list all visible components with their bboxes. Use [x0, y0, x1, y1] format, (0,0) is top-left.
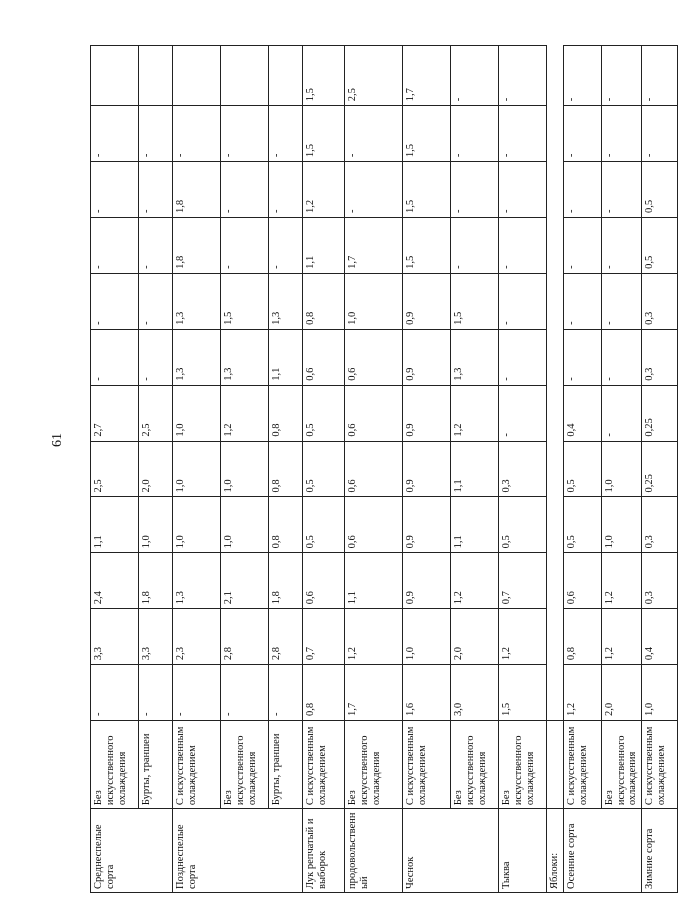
value-cell: 1,5	[303, 46, 345, 106]
value-cell: 0,3	[642, 329, 678, 385]
value-cell: -	[91, 162, 139, 218]
value-cell: 1,5	[221, 273, 269, 329]
value-cell: 1,5	[403, 106, 451, 162]
value-cell: -	[139, 329, 173, 385]
table-row	[91, 46, 139, 893]
value-cell: 1,0	[173, 497, 221, 553]
value-cell: 1,0	[345, 273, 403, 329]
storage-method-cell: Без искусственного охлаждения	[601, 721, 641, 809]
value-cell: 1,0	[642, 665, 678, 721]
product-cell: продовольственный	[345, 809, 403, 893]
value-cell: -	[601, 329, 641, 385]
table-row	[547, 46, 564, 893]
value-cell: -	[221, 106, 269, 162]
value-cell: -	[601, 273, 641, 329]
product-cell	[221, 809, 269, 893]
product-cell: Зимние сорта	[642, 809, 678, 893]
storage-method-cell: Бурты, траншеи	[139, 721, 173, 809]
value-cell: -	[221, 162, 269, 218]
value-cell: 2,4	[91, 553, 139, 609]
value-cell: -	[563, 162, 601, 218]
value-cell: 1,7	[403, 46, 451, 106]
value-cell: 0,7	[303, 609, 345, 665]
product-cell: Позднеспелые сорта	[173, 809, 221, 893]
value-cell: -	[91, 329, 139, 385]
value-cell: 1,0	[173, 441, 221, 497]
table-row	[139, 46, 173, 893]
value-cell: 0,6	[345, 385, 403, 441]
value-cell: 2,0	[601, 665, 641, 721]
storage-method-cell: С искусственным охлаждением	[403, 721, 451, 809]
value-cell	[547, 218, 564, 274]
value-cell: 0,9	[403, 329, 451, 385]
value-cell: -	[173, 665, 221, 721]
value-cell: 0,9	[403, 497, 451, 553]
value-cell: -	[601, 162, 641, 218]
value-cell: 1,2	[499, 609, 547, 665]
value-cell: 0,8	[269, 497, 303, 553]
value-cell: 0,25	[642, 441, 678, 497]
value-cell: 0,3	[642, 273, 678, 329]
value-cell: 1,2	[451, 553, 499, 609]
value-cell: 0,5	[563, 441, 601, 497]
value-cell: 2,8	[221, 609, 269, 665]
storage-method-cell: Без искусственного охлаждения	[221, 721, 269, 809]
value-cell: 1,0	[601, 441, 641, 497]
value-cell: 1,3	[221, 329, 269, 385]
value-cell: -	[91, 218, 139, 274]
value-cell: 2,1	[221, 553, 269, 609]
value-cell: 0,6	[303, 553, 345, 609]
storage-method-cell: Без искусственного охлаждения	[451, 721, 499, 809]
value-cell: -	[173, 106, 221, 162]
value-cell	[173, 46, 221, 106]
storage-method-cell: Без искусственного охлаждения	[345, 721, 403, 809]
value-cell	[547, 665, 564, 721]
value-cell: 1,8	[269, 553, 303, 609]
value-cell: -	[139, 218, 173, 274]
storage-losses-table	[90, 45, 678, 893]
value-cell: 2,5	[91, 441, 139, 497]
value-cell: 0,8	[269, 441, 303, 497]
value-cell: 1,1	[451, 441, 499, 497]
value-cell: 1,3	[173, 553, 221, 609]
value-cell: -	[499, 106, 547, 162]
value-cell: 0,8	[269, 385, 303, 441]
value-cell: 0,6	[345, 441, 403, 497]
value-cell: 1,5	[403, 162, 451, 218]
value-cell	[547, 46, 564, 106]
value-cell: -	[91, 665, 139, 721]
value-cell: 3,3	[139, 609, 173, 665]
value-cell	[547, 329, 564, 385]
value-cell: 0,4	[642, 609, 678, 665]
value-cell	[547, 385, 564, 441]
value-cell: 0,9	[403, 385, 451, 441]
storage-method-cell: Без искусственного охлаждения	[91, 721, 139, 809]
value-cell: 0,5	[499, 497, 547, 553]
product-cell	[139, 809, 173, 893]
value-cell	[269, 46, 303, 106]
value-cell: 0,7	[499, 553, 547, 609]
product-cell: Чеснок	[403, 809, 451, 893]
value-cell: 0,8	[303, 273, 345, 329]
value-cell: 0,5	[303, 497, 345, 553]
value-cell: 1,0	[221, 441, 269, 497]
value-cell: 2,5	[139, 385, 173, 441]
value-cell: -	[91, 273, 139, 329]
product-cell: Тыква	[499, 809, 547, 893]
value-cell	[221, 46, 269, 106]
storage-method-cell	[547, 721, 564, 809]
value-cell: 1,0	[601, 497, 641, 553]
rotated-table-wrapper	[90, 45, 667, 893]
value-cell: -	[139, 162, 173, 218]
value-cell: -	[345, 106, 403, 162]
value-cell: 1,0	[139, 497, 173, 553]
table-row	[601, 46, 641, 893]
value-cell: 1,0	[173, 385, 221, 441]
value-cell	[547, 106, 564, 162]
value-cell: 0,6	[345, 329, 403, 385]
value-cell: -	[139, 106, 173, 162]
value-cell: 3,3	[91, 609, 139, 665]
table-row	[499, 46, 547, 893]
value-cell: 1,2	[303, 162, 345, 218]
value-cell: -	[499, 46, 547, 106]
value-cell: -	[499, 218, 547, 274]
product-cell: Осенние сорта	[563, 809, 601, 893]
table-row	[345, 46, 403, 893]
value-cell: 1,6	[403, 665, 451, 721]
value-cell: 1,7	[345, 665, 403, 721]
value-cell: -	[563, 106, 601, 162]
value-cell: -	[269, 218, 303, 274]
value-cell: 1,2	[221, 385, 269, 441]
storage-method-cell: Без искусственного охлаждения	[499, 721, 547, 809]
table-row	[173, 46, 221, 893]
value-cell: -	[601, 46, 641, 106]
value-cell: 0,6	[345, 497, 403, 553]
value-cell: 0,9	[403, 441, 451, 497]
value-cell	[139, 46, 173, 106]
value-cell: 0,3	[642, 497, 678, 553]
value-cell: 2,3	[173, 609, 221, 665]
value-cell: -	[563, 273, 601, 329]
value-cell: 0,6	[563, 553, 601, 609]
value-cell: -	[499, 385, 547, 441]
value-cell: -	[221, 665, 269, 721]
value-cell: 1,8	[139, 553, 173, 609]
value-cell: 1,3	[269, 273, 303, 329]
value-cell: -	[563, 46, 601, 106]
value-cell: 2,0	[139, 441, 173, 497]
value-cell: -	[563, 329, 601, 385]
value-cell: -	[269, 106, 303, 162]
table-row	[403, 46, 451, 893]
value-cell: 3,0	[451, 665, 499, 721]
page-number: 61	[50, 433, 65, 447]
value-cell: 0,9	[403, 273, 451, 329]
value-cell	[547, 497, 564, 553]
value-cell: 1,0	[221, 497, 269, 553]
value-cell: 2,7	[91, 385, 139, 441]
value-cell: 1,5	[303, 106, 345, 162]
value-cell: -	[269, 665, 303, 721]
value-cell: 0,9	[403, 553, 451, 609]
value-cell: 0,5	[303, 441, 345, 497]
value-cell: 1,3	[173, 329, 221, 385]
product-cell	[269, 809, 303, 893]
value-cell: -	[221, 218, 269, 274]
value-cell: 1,1	[451, 497, 499, 553]
value-cell: -	[451, 162, 499, 218]
value-cell	[547, 441, 564, 497]
value-cell: 1,7	[345, 218, 403, 274]
table-row	[303, 46, 345, 893]
value-cell: 1,5	[451, 273, 499, 329]
value-cell: -	[642, 46, 678, 106]
value-cell: 1,3	[451, 329, 499, 385]
value-cell: -	[499, 329, 547, 385]
value-cell: 1,1	[91, 497, 139, 553]
value-cell: -	[345, 162, 403, 218]
value-cell: 1,8	[173, 218, 221, 274]
value-cell: -	[139, 665, 173, 721]
value-cell: -	[451, 218, 499, 274]
value-cell: 1,5	[403, 218, 451, 274]
value-cell	[91, 46, 139, 106]
value-cell: 0,5	[303, 385, 345, 441]
product-cell	[601, 809, 641, 893]
value-cell: 0,3	[499, 441, 547, 497]
table-row	[221, 46, 269, 893]
value-cell: 1,3	[173, 273, 221, 329]
value-cell: -	[269, 162, 303, 218]
value-cell: 1,0	[403, 609, 451, 665]
storage-method-cell: С искусственным охлаждением	[303, 721, 345, 809]
value-cell: -	[499, 273, 547, 329]
value-cell: -	[451, 106, 499, 162]
value-cell: -	[642, 106, 678, 162]
value-cell: 1,2	[563, 665, 601, 721]
value-cell: 1,1	[269, 329, 303, 385]
value-cell: 0,4	[563, 385, 601, 441]
value-cell: 1,8	[173, 162, 221, 218]
table-row	[563, 46, 601, 893]
value-cell: -	[451, 46, 499, 106]
value-cell: 1,2	[601, 609, 641, 665]
value-cell: 1,5	[499, 665, 547, 721]
product-cell: Среднеспелые сорта	[91, 809, 139, 893]
value-cell: 1,1	[345, 553, 403, 609]
value-cell: 0,8	[303, 665, 345, 721]
value-cell: -	[139, 273, 173, 329]
value-cell: 2,8	[269, 609, 303, 665]
value-cell: 2,0	[451, 609, 499, 665]
value-cell: -	[563, 218, 601, 274]
value-cell: 1,2	[451, 385, 499, 441]
value-cell: 0,6	[303, 329, 345, 385]
value-cell: 1,2	[345, 609, 403, 665]
product-cell	[451, 809, 499, 893]
value-cell	[547, 553, 564, 609]
value-cell: 0,5	[642, 162, 678, 218]
value-cell: 0,5	[642, 218, 678, 274]
value-cell: -	[601, 106, 641, 162]
storage-method-cell: С искусственным охлаждением	[173, 721, 221, 809]
table-row	[451, 46, 499, 893]
value-cell: 0,25	[642, 385, 678, 441]
table-row	[269, 46, 303, 893]
storage-method-cell: С искусственным охлаждением	[563, 721, 601, 809]
value-cell	[547, 609, 564, 665]
value-cell: -	[499, 162, 547, 218]
value-cell: 2,5	[345, 46, 403, 106]
storage-method-cell: С искусственным охлаждением	[642, 721, 678, 809]
value-cell: 1,2	[601, 553, 641, 609]
value-cell	[547, 273, 564, 329]
value-cell: 0,3	[642, 553, 678, 609]
table-row	[642, 46, 678, 893]
product-cell: Яблоки:	[547, 809, 564, 893]
value-cell: 1,1	[303, 218, 345, 274]
value-cell: 0,5	[563, 497, 601, 553]
value-cell: -	[91, 106, 139, 162]
value-cell: -	[601, 385, 641, 441]
storage-method-cell: Бурты, траншеи	[269, 721, 303, 809]
value-cell: -	[601, 218, 641, 274]
product-cell: Лук репчатый и выборок	[303, 809, 345, 893]
value-cell: 0,8	[563, 609, 601, 665]
value-cell	[547, 162, 564, 218]
